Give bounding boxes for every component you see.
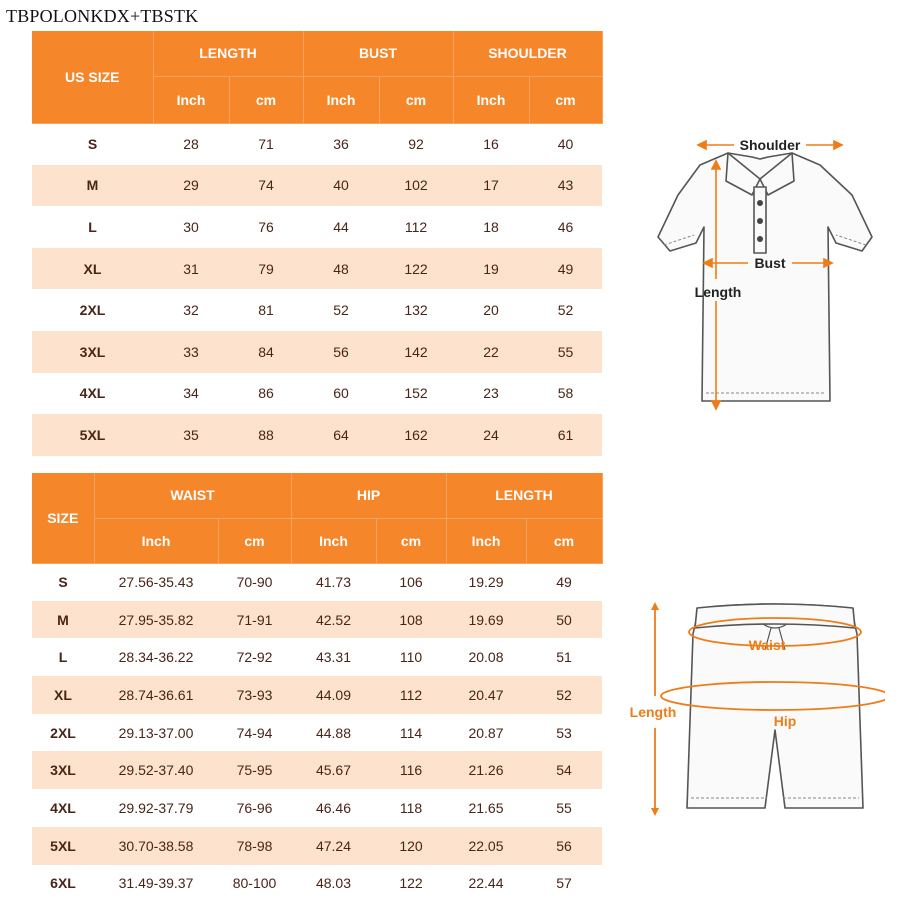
value-cell: 106	[376, 563, 446, 601]
value-cell: 52	[303, 289, 379, 331]
size-cell: 4XL	[32, 789, 94, 827]
value-cell: 58	[529, 373, 602, 415]
size-column-header: US SIZE	[32, 31, 153, 123]
button-icon	[757, 200, 763, 206]
value-cell: 74-94	[218, 714, 291, 752]
value-cell: 34	[153, 373, 229, 415]
shorts-size-table	[32, 473, 603, 900]
arrowhead-icon	[651, 808, 659, 816]
table-row	[32, 563, 602, 601]
value-cell: 20.08	[446, 638, 526, 676]
unit-header: cm	[529, 76, 602, 123]
waistband	[695, 604, 855, 628]
value-cell: 132	[379, 289, 453, 331]
table-row	[32, 601, 602, 639]
value-cell: 16	[453, 123, 529, 165]
value-cell: 29.13-37.00	[94, 714, 218, 752]
value-cell: 30.70-38.58	[94, 827, 218, 865]
unit-header: Inch	[446, 518, 526, 563]
hip-label: Hip	[773, 713, 797, 729]
value-cell: 55	[526, 789, 602, 827]
value-cell: 36	[303, 123, 379, 165]
unit-header: Inch	[94, 518, 218, 563]
table-row	[32, 676, 602, 714]
value-cell: 54	[526, 751, 602, 789]
value-cell: 33	[153, 331, 229, 373]
value-cell: 19	[453, 248, 529, 290]
value-cell: 56	[303, 331, 379, 373]
shoulder-group-header: SHOULDER	[453, 31, 602, 76]
waist-group-header: WAIST	[94, 473, 291, 518]
value-cell: 40	[303, 165, 379, 207]
value-cell: 92	[379, 123, 453, 165]
value-cell: 72-92	[218, 638, 291, 676]
value-cell: 51	[526, 638, 602, 676]
table-row	[32, 827, 602, 865]
table-row	[32, 373, 602, 415]
value-cell: 31	[153, 248, 229, 290]
arrowhead-icon	[651, 602, 659, 610]
value-cell: 57	[526, 865, 602, 900]
value-cell: 22.05	[446, 827, 526, 865]
value-cell: 112	[379, 206, 453, 248]
value-cell: 76-96	[218, 789, 291, 827]
arrowhead-icon	[834, 141, 842, 149]
value-cell: 46	[529, 206, 602, 248]
hip-group-header: HIP	[291, 473, 446, 518]
table-row	[32, 289, 602, 331]
size-cell: 2XL	[32, 289, 153, 331]
size-cell: 3XL	[32, 751, 94, 789]
value-cell: 80-100	[218, 865, 291, 900]
table-row	[32, 331, 602, 373]
value-cell: 19.69	[446, 601, 526, 639]
value-cell: 30	[153, 206, 229, 248]
bust-group-header: BUST	[303, 31, 453, 76]
shorts-diagram	[625, 598, 885, 820]
value-cell: 44	[303, 206, 379, 248]
value-cell: 22	[453, 331, 529, 373]
value-cell: 20	[453, 289, 529, 331]
value-cell: 108	[376, 601, 446, 639]
size-cell: M	[32, 165, 153, 207]
value-cell: 79	[229, 248, 303, 290]
value-cell: 35	[153, 414, 229, 456]
button-icon	[757, 218, 763, 224]
value-cell: 28.34-36.22	[94, 638, 218, 676]
value-cell: 19.29	[446, 563, 526, 601]
value-cell: 60	[303, 373, 379, 415]
size-cell: M	[32, 601, 94, 639]
value-cell: 52	[529, 289, 602, 331]
value-cell: 20.87	[446, 714, 526, 752]
value-cell: 48.03	[291, 865, 376, 900]
value-cell: 162	[379, 414, 453, 456]
value-cell: 21.65	[446, 789, 526, 827]
value-cell: 27.95-35.82	[94, 601, 218, 639]
shorts-body-shape	[687, 604, 863, 808]
size-cell: 4XL	[32, 373, 153, 415]
size-cell: L	[32, 638, 94, 676]
value-cell: 23	[453, 373, 529, 415]
polo-shirt-diagram	[640, 125, 890, 425]
value-cell: 110	[376, 638, 446, 676]
value-cell: 43	[529, 165, 602, 207]
value-cell: 112	[376, 676, 446, 714]
value-cell: 122	[376, 865, 446, 900]
value-cell: 78-98	[218, 827, 291, 865]
unit-header: Inch	[453, 76, 529, 123]
table-row	[32, 206, 602, 248]
value-cell: 17	[453, 165, 529, 207]
value-cell: 20.47	[446, 676, 526, 714]
value-cell: 142	[379, 331, 453, 373]
value-cell: 120	[376, 827, 446, 865]
table-row	[32, 751, 602, 789]
size-column-header: SIZE	[32, 473, 94, 563]
value-cell: 44.09	[291, 676, 376, 714]
value-cell: 29.92-37.79	[94, 789, 218, 827]
value-cell: 46.46	[291, 789, 376, 827]
value-cell: 81	[229, 289, 303, 331]
value-cell: 86	[229, 373, 303, 415]
brand-title: TBPOLONKDX+TBSTK	[6, 6, 199, 26]
size-cell: S	[32, 123, 153, 165]
size-cell: L	[32, 206, 153, 248]
size-cell: 2XL	[32, 714, 94, 752]
value-cell: 31.49-39.37	[94, 865, 218, 900]
shorts-table-body	[32, 563, 602, 900]
unit-header: Inch	[303, 76, 379, 123]
value-cell: 114	[376, 714, 446, 752]
value-cell: 75-95	[218, 751, 291, 789]
arrowhead-icon	[824, 259, 832, 267]
unit-header: cm	[229, 76, 303, 123]
value-cell: 18	[453, 206, 529, 248]
value-cell: 29.52-37.40	[94, 751, 218, 789]
value-cell: 76	[229, 206, 303, 248]
value-cell: 61	[529, 414, 602, 456]
value-cell: 28	[153, 123, 229, 165]
value-cell: 41.73	[291, 563, 376, 601]
size-cell: S	[32, 563, 94, 601]
arrowhead-icon	[698, 141, 706, 149]
size-cell: 6XL	[32, 865, 94, 900]
length-label: Length	[694, 284, 742, 300]
value-cell: 21.26	[446, 751, 526, 789]
value-cell: 116	[376, 751, 446, 789]
shoulder-label: Shoulder	[739, 137, 801, 153]
value-cell: 48	[303, 248, 379, 290]
value-cell: 84	[229, 331, 303, 373]
table-row	[32, 414, 602, 456]
value-cell: 24	[453, 414, 529, 456]
table-row	[32, 714, 602, 752]
value-cell: 64	[303, 414, 379, 456]
value-cell: 55	[529, 331, 602, 373]
shirt-table-body	[32, 123, 602, 456]
unit-header: cm	[376, 518, 446, 563]
waist-label: Waist	[748, 637, 786, 653]
table-row	[32, 123, 602, 165]
value-cell: 53	[526, 714, 602, 752]
shirt-size-table	[32, 31, 603, 456]
value-cell: 32	[153, 289, 229, 331]
value-cell: 50	[526, 601, 602, 639]
value-cell: 49	[529, 248, 602, 290]
value-cell: 102	[379, 165, 453, 207]
value-cell: 71	[229, 123, 303, 165]
table-row	[32, 789, 602, 827]
value-cell: 88	[229, 414, 303, 456]
size-cell: XL	[32, 676, 94, 714]
value-cell: 52	[526, 676, 602, 714]
value-cell: 22.44	[446, 865, 526, 900]
size-cell: XL	[32, 248, 153, 290]
table-row	[32, 638, 602, 676]
value-cell: 44.88	[291, 714, 376, 752]
value-cell: 118	[376, 789, 446, 827]
length-group-header: LENGTH	[153, 31, 303, 76]
value-cell: 29	[153, 165, 229, 207]
value-cell: 42.52	[291, 601, 376, 639]
value-cell: 122	[379, 248, 453, 290]
value-cell: 152	[379, 373, 453, 415]
table-row	[32, 165, 602, 207]
value-cell: 27.56-35.43	[94, 563, 218, 601]
value-cell: 40	[529, 123, 602, 165]
button-icon	[757, 236, 763, 242]
unit-header: Inch	[153, 76, 229, 123]
unit-header: cm	[526, 518, 602, 563]
table-row	[32, 248, 602, 290]
value-cell: 47.24	[291, 827, 376, 865]
value-cell: 71-91	[218, 601, 291, 639]
size-cell: 5XL	[32, 414, 153, 456]
value-cell: 45.67	[291, 751, 376, 789]
length-label: Length	[629, 704, 677, 720]
value-cell: 74	[229, 165, 303, 207]
unit-header: cm	[218, 518, 291, 563]
unit-header: Inch	[291, 518, 376, 563]
length-group-header: LENGTH	[446, 473, 602, 518]
bust-label: Bust	[754, 255, 786, 271]
unit-header: cm	[379, 76, 453, 123]
arrowhead-icon	[712, 401, 720, 409]
value-cell: 49	[526, 563, 602, 601]
value-cell: 73-93	[218, 676, 291, 714]
size-cell: 5XL	[32, 827, 94, 865]
value-cell: 70-90	[218, 563, 291, 601]
value-cell: 43.31	[291, 638, 376, 676]
value-cell: 28.74-36.61	[94, 676, 218, 714]
value-cell: 56	[526, 827, 602, 865]
table-row	[32, 865, 602, 900]
size-cell: 3XL	[32, 331, 153, 373]
